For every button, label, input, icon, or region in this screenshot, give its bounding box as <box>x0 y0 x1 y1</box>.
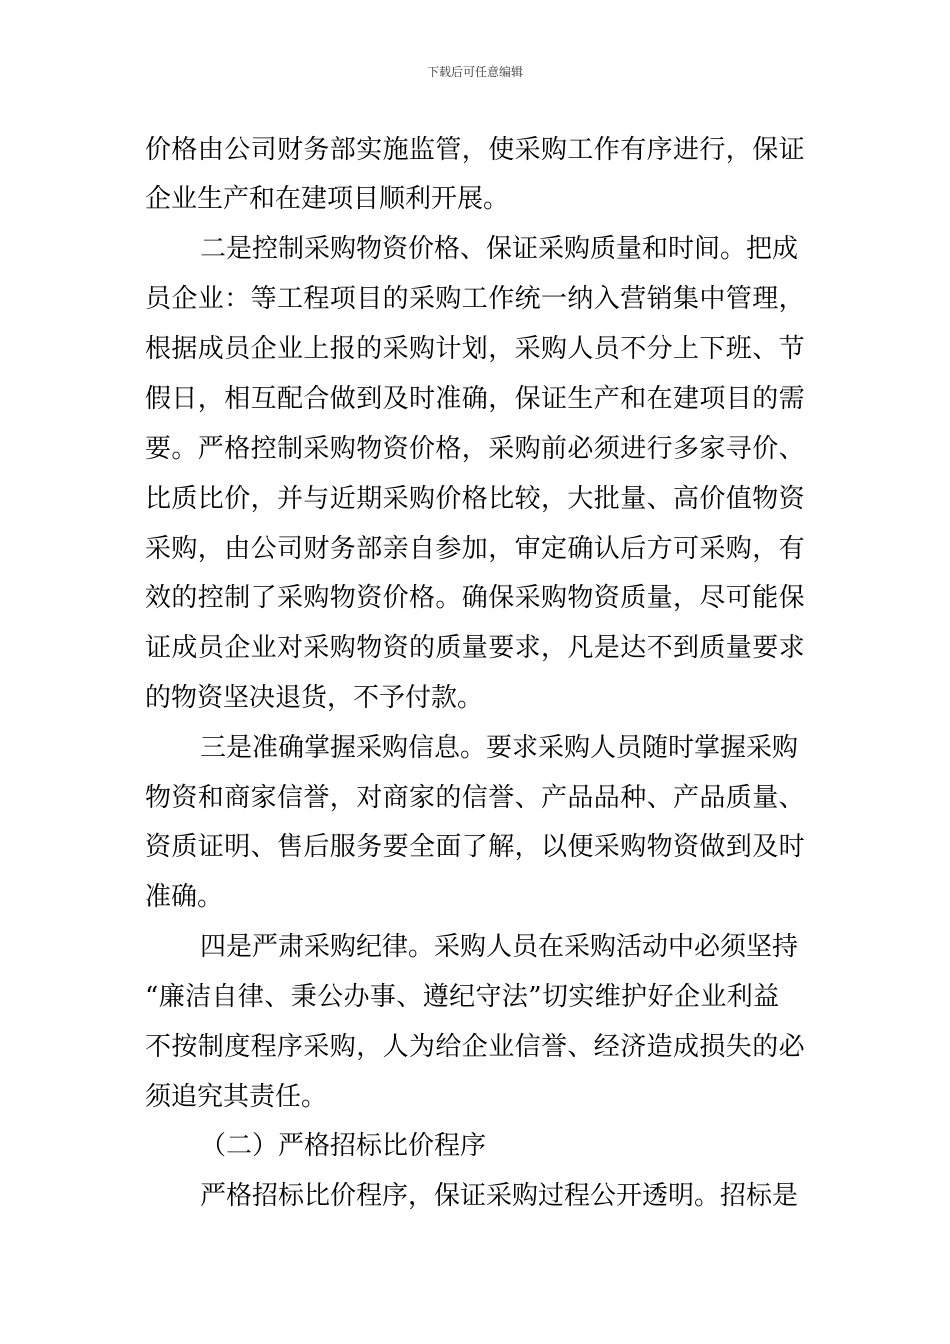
text-line: 的物资坚决退货，不予付款。 <box>145 683 484 713</box>
text-line: 二是控制采购物资价格、保证采购质量和时间。把成 <box>200 234 799 264</box>
text-line: 资质证明、售后服务要全面了解，以便采购物资做到及时 <box>145 832 806 862</box>
text-line: 根据成员企业上报的采购计划，采购人员不分上下班、节 <box>145 334 806 364</box>
text-line: 员企业：等工程项目的采购工作统一纳入营销集中管理， <box>145 284 806 314</box>
text-line: 要。严格控制采购物资价格，采购前必须进行多家寻价、 <box>145 434 806 464</box>
text-line: 比质比价，并与近期采购价格比较，大批量、高价值物资 <box>145 484 806 514</box>
section-heading: （二）严格招标比价程序 <box>200 1131 487 1161</box>
text-line: 物资和商家信誉，对商家的信誉、产品品种、产品质量、 <box>145 783 806 813</box>
text-line: 效的控制了采购物资价格。确保采购物资质量，尽可能保 <box>145 583 806 613</box>
text-line: 价格由公司财务部实施监管，使采购工作有序进行，保证 <box>145 135 806 165</box>
text-line: “廉洁自律、秉公办事、遵纪守法”切实维护好企业利益 <box>145 982 780 1012</box>
text-line: 不按制度程序采购，人为给企业信誉、经济造成损失的必 <box>145 1032 806 1062</box>
text-line: 三是准确掌握采购信息。要求采购人员随时掌握采购 <box>200 733 799 763</box>
text-line: 严格招标比价程序，保证采购过程公开透明。招标是 <box>200 1181 799 1211</box>
text-line: 四是严肃采购纪律。采购人员在采购活动中必须坚持 <box>200 932 799 962</box>
page-header: 下载后可任意编辑 <box>426 65 523 79</box>
text-line: 企业生产和在建项目顺利开展。 <box>145 184 510 214</box>
text-line: 准确。 <box>145 882 224 912</box>
text-line: 假日，相互配合做到及时准确，保证生产和在建项目的需 <box>145 384 806 414</box>
text-line: 证成员企业对采购物资的质量要求，凡是达不到质量要求 <box>145 633 806 663</box>
text-line: 须追究其责任。 <box>145 1082 328 1112</box>
text-line: 采购，由公司财务部亲自参加，审定确认后方可采购，有 <box>145 534 806 564</box>
